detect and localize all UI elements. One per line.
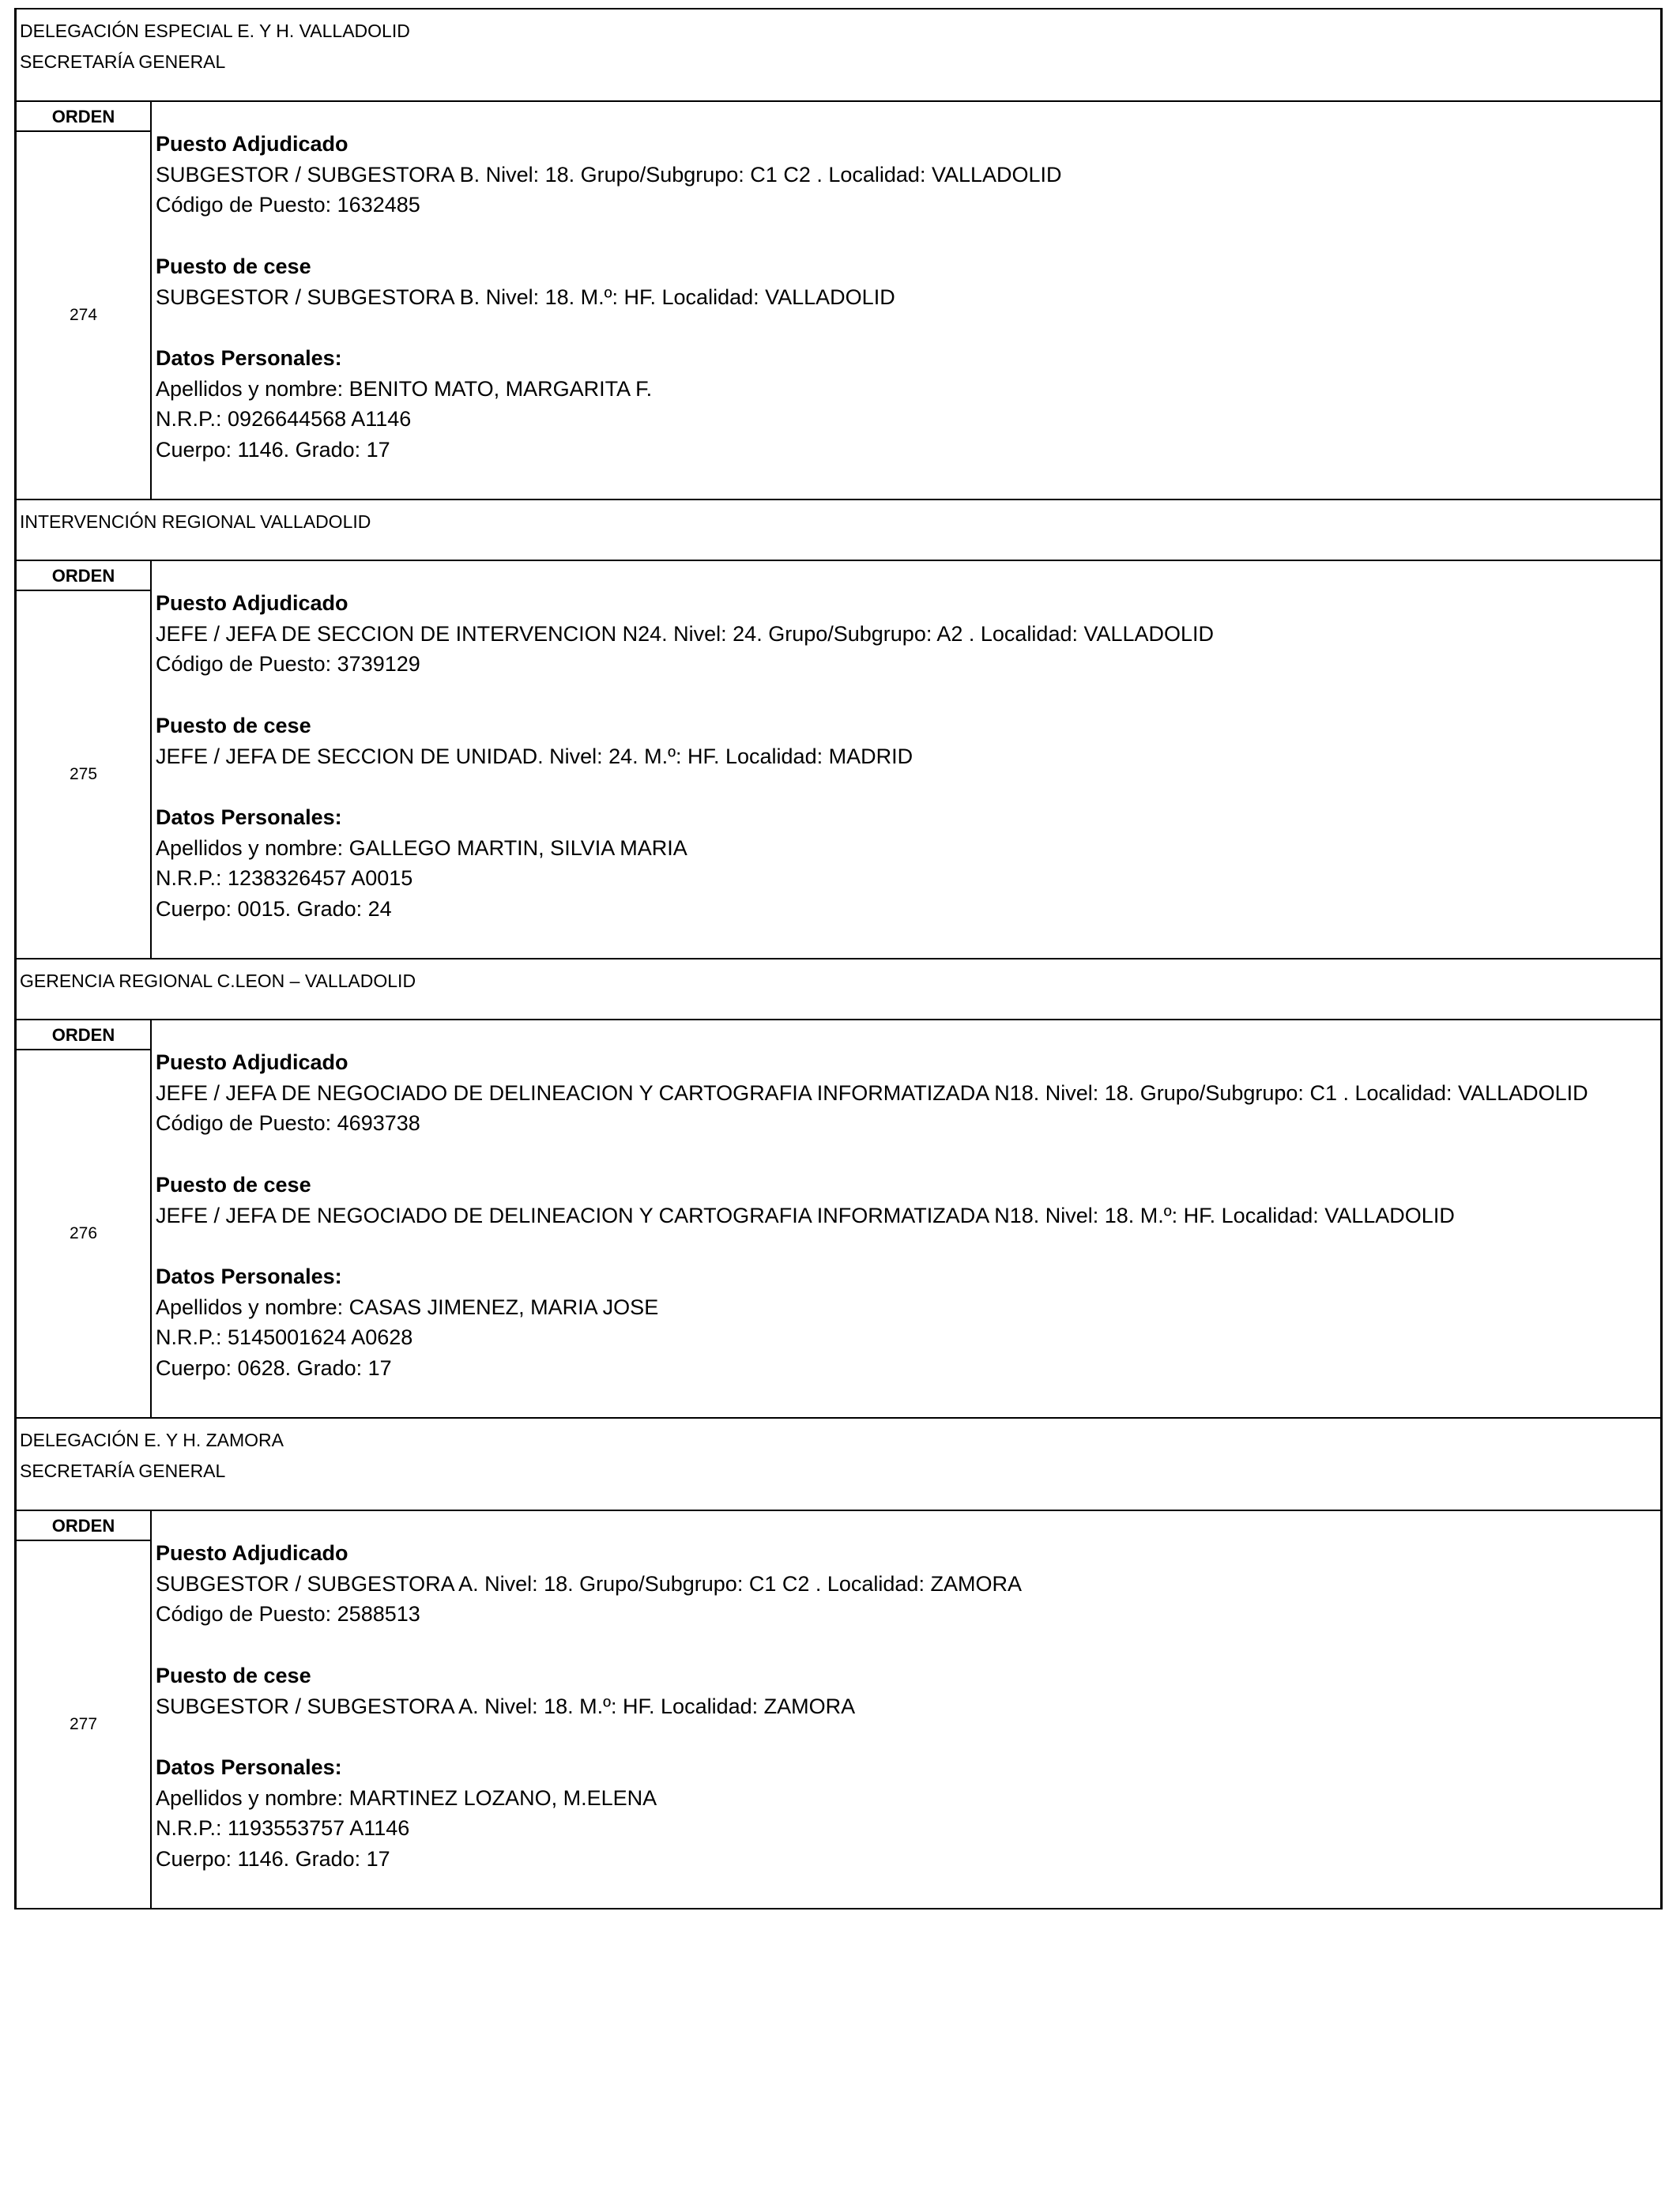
orden-number: 275 [69, 765, 98, 783]
orden-column [17, 1020, 152, 1417]
section-header-line: GERENCIA REGIONAL C.LEON – VALLADOLID [20, 971, 416, 991]
datos-personales-label: Datos Personales: [156, 1264, 342, 1288]
puesto-cese-label: Puesto de cese [156, 254, 311, 278]
section-header-line: SECRETARÍA GENERAL [20, 51, 226, 72]
orden-column [17, 1511, 152, 1908]
section-header-line: DELEGACIÓN E. Y H. ZAMORA [20, 1430, 284, 1450]
entry-content [152, 1020, 1660, 1417]
section-header [17, 1419, 1660, 1511]
section-header [17, 500, 1660, 561]
cuerpo-grado: Cuerpo: 1146. Grado: 17 [156, 1847, 390, 1871]
puesto-adjudicado-value: JEFE / JEFA DE SECCION DE INTERVENCION N24. Nivel: 24. Grupo/Subgrupo: A2 . Localidad: VALLADOLID [156, 621, 1215, 646]
datos-personales-label: Datos Personales: [156, 1755, 342, 1779]
orden-label: ORDEN [17, 102, 150, 132]
puesto-adjudicado-label: Puesto Adjudicado [156, 132, 348, 156]
codigo-puesto: Código de Puesto: 2588513 [156, 1602, 420, 1627]
puesto-cese-value: JEFE / JEFA DE SECCION DE UNIDAD. Nivel: 24. M.º: HF. Localidad: MADRID [156, 744, 913, 768]
puesto-adjudicado-value: SUBGESTOR / SUBGESTORA A. Nivel: 18. Grupo/Subgrupo: C1 C2 . Localidad: ZAMORA [156, 1571, 1022, 1596]
apellidos-nombre: Apellidos y nombre: CASAS JIMENEZ, MARIA JOSE [156, 1295, 659, 1319]
nrp: N.R.P.: 0926644568 A1146 [156, 407, 412, 432]
apellidos-nombre: Apellidos y nombre: GALLEGO MARTIN, SILVIA MARIA [156, 835, 687, 860]
entry-content [152, 1511, 1660, 1908]
apellidos-nombre: Apellidos y nombre: MARTINEZ LOZANO, M.ELENA [156, 1785, 657, 1810]
puesto-adjudicado-value: JEFE / JEFA DE NEGOCIADO DE DELINEACION Y CARTOGRAFIA INFORMATIZADA N18. Nivel: 18. Grupo/Subgrupo: C1 . Localidad: VALLADOLID [156, 1080, 1588, 1105]
section-header-line: DELEGACIÓN ESPECIAL E. Y H. VALLADOLID [20, 21, 410, 41]
orden-label: ORDEN [17, 1020, 150, 1050]
cuerpo-grado: Cuerpo: 0628. Grado: 17 [156, 1356, 392, 1380]
orden-column [17, 561, 152, 958]
section-header-line: SECRETARÍA GENERAL [20, 1461, 226, 1481]
orden-number: 274 [69, 306, 98, 324]
puesto-adjudicado-label: Puesto Adjudicado [156, 591, 348, 615]
entry-row [17, 561, 1660, 959]
entry-content [152, 102, 1660, 499]
puesto-cese-value: JEFE / JEFA DE NEGOCIADO DE DELINEACION Y CARTOGRAFIA INFORMATIZADA N18. Nivel: 18. M.º: HF. Localidad: VALLADOLID [156, 1203, 1455, 1227]
entry-row [17, 1020, 1660, 1419]
puesto-cese-value: SUBGESTOR / SUBGESTORA B. Nivel: 18. M.º: HF. Localidad: VALLADOLID [156, 285, 895, 309]
apellidos-nombre: Apellidos y nombre: BENITO MATO, MARGARITA F. [156, 376, 653, 401]
section-header [17, 959, 1660, 1020]
codigo-puesto: Código de Puesto: 3739129 [156, 652, 420, 677]
nrp: N.R.P.: 1193553757 A1146 [156, 1816, 410, 1841]
orden-column [17, 102, 152, 499]
puesto-cese-value: SUBGESTOR / SUBGESTORA A. Nivel: 18. M.º: HF. Localidad: ZAMORA [156, 1694, 856, 1718]
codigo-puesto: Código de Puesto: 4693738 [156, 1111, 420, 1136]
entry-content [152, 561, 1660, 958]
orden-number: 276 [69, 1224, 98, 1242]
nrp: N.R.P.: 1238326457 A0015 [156, 866, 413, 891]
puesto-adjudicado-label: Puesto Adjudicado [156, 1050, 348, 1074]
orden-label: ORDEN [17, 561, 150, 591]
puesto-cese-label: Puesto de cese [156, 1172, 311, 1197]
cuerpo-grado: Cuerpo: 0015. Grado: 24 [156, 897, 392, 921]
orden-number: 277 [69, 1715, 98, 1733]
codigo-puesto: Código de Puesto: 1632485 [156, 193, 420, 217]
section-header-line: INTERVENCIÓN REGIONAL VALLADOLID [20, 511, 371, 532]
section-header [17, 9, 1660, 102]
puesto-cese-label: Puesto de cese [156, 1663, 311, 1687]
entry-row [17, 102, 1660, 500]
cuerpo-grado: Cuerpo: 1146. Grado: 17 [156, 438, 390, 462]
datos-personales-label: Datos Personales: [156, 805, 342, 829]
puesto-cese-label: Puesto de cese [156, 713, 311, 737]
datos-personales-label: Datos Personales: [156, 345, 342, 370]
entry-row [17, 1511, 1660, 1909]
orden-label: ORDEN [17, 1511, 150, 1541]
puesto-adjudicado-label: Puesto Adjudicado [156, 1541, 348, 1565]
document-table [14, 8, 1663, 1909]
puesto-adjudicado-value: SUBGESTOR / SUBGESTORA B. Nivel: 18. Grupo/Subgrupo: C1 C2 . Localidad: VALLADOLID [156, 162, 1062, 187]
nrp: N.R.P.: 5145001624 A0628 [156, 1325, 413, 1350]
